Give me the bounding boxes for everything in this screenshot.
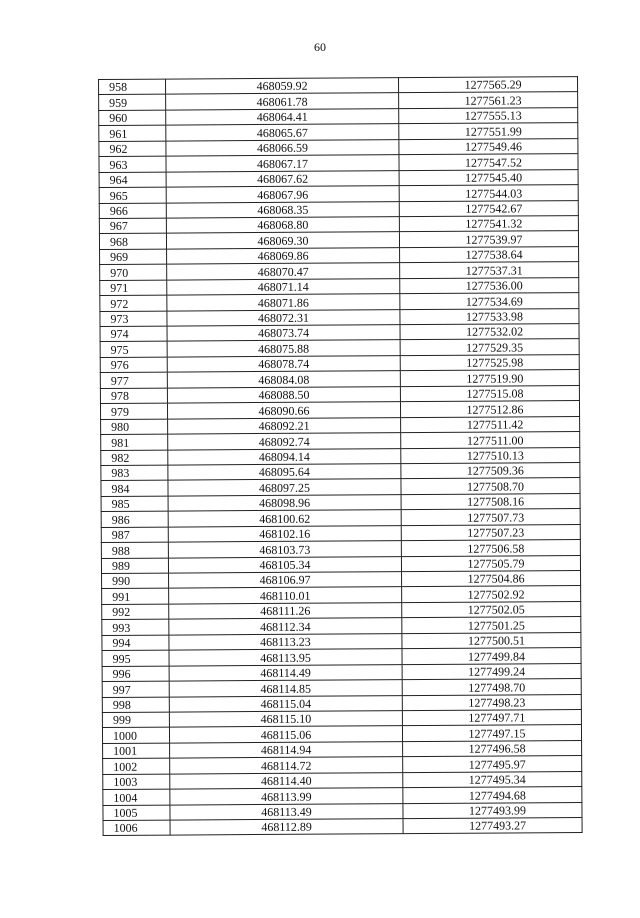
x-coordinate-cell: 468068.80 bbox=[166, 217, 399, 234]
point-id-cell: 984 bbox=[101, 480, 168, 496]
x-coordinate-cell: 468114.49 bbox=[169, 664, 402, 681]
x-coordinate-cell: 468092.74 bbox=[168, 433, 401, 450]
y-coordinate-cell: 1277565.29 bbox=[398, 77, 577, 94]
y-coordinate-cell: 1277509.36 bbox=[401, 463, 580, 480]
x-coordinate-cell: 468088.50 bbox=[167, 386, 400, 403]
x-coordinate-cell: 468113.23 bbox=[169, 633, 402, 650]
y-coordinate-cell: 1277495.34 bbox=[403, 771, 582, 788]
x-coordinate-cell: 468067.62 bbox=[166, 170, 399, 187]
x-coordinate-cell: 468095.64 bbox=[168, 464, 401, 481]
point-id-cell: 989 bbox=[101, 558, 168, 574]
point-id-cell: 996 bbox=[102, 666, 169, 682]
y-coordinate-cell: 1277536.00 bbox=[400, 277, 579, 294]
y-coordinate-cell: 1277542.67 bbox=[399, 200, 578, 217]
point-id-cell: 981 bbox=[101, 434, 168, 450]
y-coordinate-cell: 1277533.98 bbox=[400, 308, 579, 325]
point-id-cell: 987 bbox=[101, 527, 168, 543]
y-coordinate-cell: 1277499.24 bbox=[402, 663, 581, 680]
point-id-cell: 970 bbox=[100, 264, 167, 280]
point-id-cell: 998 bbox=[102, 697, 169, 713]
point-id-cell: 966 bbox=[99, 203, 166, 219]
coordinates-table-container bbox=[98, 79, 578, 836]
coordinates-table bbox=[98, 76, 583, 836]
point-id-cell: 971 bbox=[100, 280, 167, 296]
x-coordinate-cell: 468114.72 bbox=[170, 757, 403, 774]
x-coordinate-cell: 468070.47 bbox=[167, 263, 400, 280]
x-coordinate-cell: 468097.25 bbox=[168, 479, 401, 496]
x-coordinate-cell: 468113.49 bbox=[170, 803, 403, 820]
page-number: 60 bbox=[314, 40, 326, 54]
y-coordinate-cell: 1277498.23 bbox=[402, 694, 581, 711]
x-coordinate-cell: 468115.10 bbox=[169, 711, 402, 728]
y-coordinate-cell: 1277511.00 bbox=[401, 432, 580, 449]
x-coordinate-cell: 468073.74 bbox=[167, 325, 400, 342]
x-coordinate-cell: 468102.16 bbox=[168, 525, 401, 542]
x-coordinate-cell: 468064.41 bbox=[166, 109, 399, 126]
point-id-cell: 995 bbox=[102, 650, 169, 666]
y-coordinate-cell: 1277537.31 bbox=[400, 262, 579, 279]
x-coordinate-cell: 468105.34 bbox=[168, 556, 401, 573]
y-coordinate-cell: 1277549.46 bbox=[399, 138, 578, 155]
y-coordinate-cell: 1277539.97 bbox=[399, 231, 578, 248]
point-id-cell: 961 bbox=[99, 125, 166, 141]
y-coordinate-cell: 1277494.68 bbox=[403, 787, 582, 804]
point-id-cell: 1000 bbox=[102, 727, 169, 743]
y-coordinate-cell: 1277504.86 bbox=[402, 571, 581, 588]
y-coordinate-cell: 1277507.23 bbox=[401, 524, 580, 541]
y-coordinate-cell: 1277510.13 bbox=[401, 447, 580, 464]
x-coordinate-cell: 468092.21 bbox=[168, 417, 401, 434]
point-id-cell: 975 bbox=[100, 342, 167, 358]
point-id-cell: 1002 bbox=[103, 758, 170, 774]
y-coordinate-cell: 1277525.98 bbox=[400, 354, 579, 371]
x-coordinate-cell: 468113.99 bbox=[170, 788, 403, 805]
y-coordinate-cell: 1277499.84 bbox=[402, 648, 581, 665]
point-id-cell: 993 bbox=[102, 619, 169, 635]
y-coordinate-cell: 1277538.64 bbox=[400, 246, 579, 263]
point-id-cell: 1004 bbox=[103, 789, 170, 805]
coordinates-table-body bbox=[99, 77, 583, 836]
point-id-cell: 973 bbox=[100, 311, 167, 327]
x-coordinate-cell: 468103.73 bbox=[168, 541, 401, 558]
x-coordinate-cell: 468065.67 bbox=[166, 124, 399, 141]
x-coordinate-cell: 468115.06 bbox=[169, 726, 402, 743]
point-id-cell: 974 bbox=[100, 326, 167, 342]
point-id-cell: 1003 bbox=[103, 774, 170, 790]
point-id-cell: 994 bbox=[102, 635, 169, 651]
x-coordinate-cell: 468100.62 bbox=[168, 510, 401, 527]
y-coordinate-cell: 1277547.52 bbox=[399, 154, 578, 171]
x-coordinate-cell: 468111.26 bbox=[169, 603, 402, 620]
x-coordinate-cell: 468110.01 bbox=[169, 587, 402, 604]
y-coordinate-cell: 1277507.73 bbox=[401, 509, 580, 526]
point-id-cell: 963 bbox=[99, 156, 166, 172]
y-coordinate-cell: 1277493.99 bbox=[403, 802, 582, 819]
table-row bbox=[103, 818, 582, 836]
point-id-cell: 965 bbox=[99, 187, 166, 203]
y-coordinate-cell: 1277515.08 bbox=[400, 385, 579, 402]
point-id-cell: 980 bbox=[101, 419, 168, 435]
x-coordinate-cell: 468069.30 bbox=[166, 232, 399, 249]
point-id-cell: 985 bbox=[101, 496, 168, 512]
x-coordinate-cell: 468113.95 bbox=[169, 649, 402, 666]
x-coordinate-cell: 468072.31 bbox=[167, 309, 400, 326]
point-id-cell: 1005 bbox=[103, 805, 170, 821]
y-coordinate-cell: 1277498.70 bbox=[402, 679, 581, 696]
point-id-cell: 986 bbox=[101, 511, 168, 527]
x-coordinate-cell: 468067.96 bbox=[166, 186, 399, 203]
x-coordinate-cell: 468068.35 bbox=[166, 201, 399, 218]
y-coordinate-cell: 1277511.42 bbox=[401, 416, 580, 433]
x-coordinate-cell: 468106.97 bbox=[169, 572, 402, 589]
x-coordinate-cell: 468112.34 bbox=[169, 618, 402, 635]
y-coordinate-cell: 1277495.97 bbox=[403, 756, 582, 773]
x-coordinate-cell: 468069.86 bbox=[167, 247, 400, 264]
x-coordinate-cell: 468075.88 bbox=[167, 340, 400, 357]
point-id-cell: 990 bbox=[102, 573, 169, 589]
point-id-cell: 962 bbox=[99, 141, 166, 157]
y-coordinate-cell: 1277551.99 bbox=[399, 123, 578, 140]
point-id-cell: 958 bbox=[99, 79, 166, 95]
x-coordinate-cell: 468084.08 bbox=[167, 371, 400, 388]
x-coordinate-cell: 468090.66 bbox=[167, 402, 400, 419]
point-id-cell: 968 bbox=[99, 233, 166, 249]
y-coordinate-cell: 1277502.92 bbox=[402, 586, 581, 603]
y-coordinate-cell: 1277497.71 bbox=[402, 709, 581, 726]
y-coordinate-cell: 1277505.79 bbox=[401, 555, 580, 572]
point-id-cell: 969 bbox=[100, 249, 167, 265]
x-coordinate-cell: 468114.94 bbox=[170, 741, 403, 758]
y-coordinate-cell: 1277502.05 bbox=[402, 601, 581, 618]
point-id-cell: 991 bbox=[102, 589, 169, 605]
point-id-cell: 992 bbox=[102, 604, 169, 620]
y-coordinate-cell: 1277508.16 bbox=[401, 493, 580, 510]
point-id-cell: 967 bbox=[99, 218, 166, 234]
point-id-cell: 976 bbox=[100, 357, 167, 373]
y-coordinate-cell: 1277561.23 bbox=[399, 92, 578, 109]
y-coordinate-cell: 1277529.35 bbox=[400, 339, 579, 356]
x-coordinate-cell: 468066.59 bbox=[166, 139, 399, 156]
x-coordinate-cell: 468094.14 bbox=[168, 448, 401, 465]
point-id-cell: 960 bbox=[99, 110, 166, 126]
x-coordinate-cell: 468078.74 bbox=[167, 356, 400, 373]
x-coordinate-cell: 468112.89 bbox=[170, 819, 403, 836]
y-coordinate-cell: 1277544.03 bbox=[399, 185, 578, 202]
y-coordinate-cell: 1277555.13 bbox=[399, 107, 578, 124]
y-coordinate-cell: 1277500.51 bbox=[402, 632, 581, 649]
x-coordinate-cell: 468067.17 bbox=[166, 155, 399, 172]
point-id-cell: 964 bbox=[99, 172, 166, 188]
point-id-cell: 983 bbox=[101, 465, 168, 481]
y-coordinate-cell: 1277501.25 bbox=[402, 617, 581, 634]
x-coordinate-cell: 468061.78 bbox=[166, 93, 399, 110]
point-id-cell: 982 bbox=[101, 450, 168, 466]
x-coordinate-cell: 468114.85 bbox=[169, 680, 402, 697]
x-coordinate-cell: 468059.92 bbox=[166, 78, 399, 95]
y-coordinate-cell: 1277534.69 bbox=[400, 293, 579, 310]
point-id-cell: 999 bbox=[102, 712, 169, 728]
y-coordinate-cell: 1277496.58 bbox=[403, 740, 582, 757]
x-coordinate-cell: 468071.14 bbox=[167, 278, 400, 295]
y-coordinate-cell: 1277493.27 bbox=[403, 818, 582, 835]
x-coordinate-cell: 468115.04 bbox=[169, 695, 402, 712]
point-id-cell: 1001 bbox=[103, 743, 170, 759]
y-coordinate-cell: 1277519.90 bbox=[400, 370, 579, 387]
x-coordinate-cell: 468071.86 bbox=[167, 294, 400, 311]
y-coordinate-cell: 1277545.40 bbox=[399, 169, 578, 186]
x-coordinate-cell: 468114.40 bbox=[170, 772, 403, 789]
point-id-cell: 988 bbox=[101, 542, 168, 558]
y-coordinate-cell: 1277541.32 bbox=[399, 216, 578, 233]
point-id-cell: 978 bbox=[100, 388, 167, 404]
y-coordinate-cell: 1277512.86 bbox=[400, 401, 579, 418]
point-id-cell: 1006 bbox=[103, 820, 170, 836]
y-coordinate-cell: 1277532.02 bbox=[400, 324, 579, 341]
point-id-cell: 959 bbox=[99, 95, 166, 111]
y-coordinate-cell: 1277506.58 bbox=[401, 540, 580, 557]
x-coordinate-cell: 468098.96 bbox=[168, 494, 401, 511]
point-id-cell: 972 bbox=[100, 295, 167, 311]
point-id-cell: 979 bbox=[100, 403, 167, 419]
y-coordinate-cell: 1277508.70 bbox=[401, 478, 580, 495]
point-id-cell: 977 bbox=[100, 372, 167, 388]
point-id-cell: 997 bbox=[102, 681, 169, 697]
y-coordinate-cell: 1277497.15 bbox=[402, 725, 581, 742]
